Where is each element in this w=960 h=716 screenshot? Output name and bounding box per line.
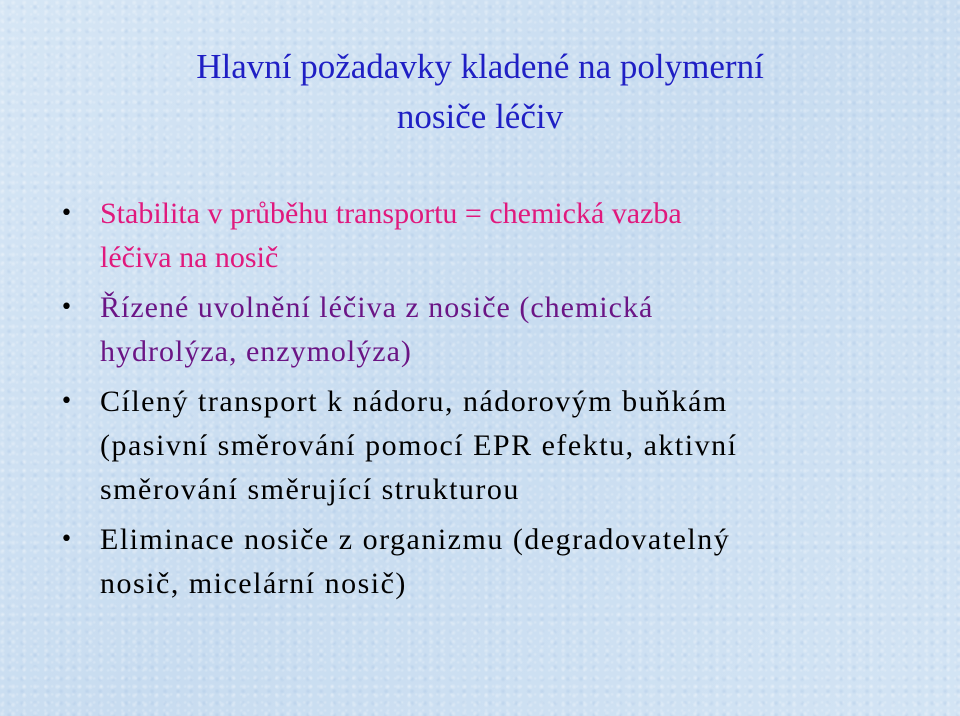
bullet-item-stabilita — [60, 192, 940, 280]
bullet-line: hydrolýza, enzymolýza) — [100, 335, 412, 368]
bullet-line: Stabilita v průběhu transportu = chemická vazba — [100, 197, 682, 230]
bullet-line: Řízené uvolnění léčiva z nosiče (chemická — [100, 291, 654, 324]
bullet-line: Eliminace nosiče z organizmu (degradovatelný — [100, 523, 731, 556]
bullet-list — [60, 192, 940, 612]
bullet-line: léčiva na nosič — [100, 241, 279, 274]
bullet-line: (pasivní směrování pomocí EPR efektu, aktivní — [100, 429, 738, 462]
bullet-text — [100, 286, 940, 374]
bullet-icon: • — [60, 527, 73, 552]
bullet-text — [100, 192, 940, 280]
title-line-1: Hlavní požadavky kladené na polymerní — [196, 47, 764, 86]
bullet-item-rizene-uvolneni — [60, 286, 940, 374]
title-line-2: nosiče léčiv — [396, 97, 564, 136]
bullet-line: nosič, micelární nosič) — [100, 567, 407, 600]
bullet-text — [100, 518, 940, 606]
bullet-icon: • — [60, 201, 73, 226]
bullet-item-cileny-transport — [60, 380, 940, 512]
bullet-text — [100, 380, 940, 512]
slide-title — [0, 42, 960, 142]
bullet-item-eliminace — [60, 518, 940, 606]
bullet-line: směrování směrující strukturou — [100, 473, 520, 506]
bullet-line: Cílený transport k nádoru, nádorovým buňkám — [100, 385, 728, 418]
bullet-icon: • — [60, 389, 73, 414]
bullet-icon: • — [60, 295, 73, 320]
